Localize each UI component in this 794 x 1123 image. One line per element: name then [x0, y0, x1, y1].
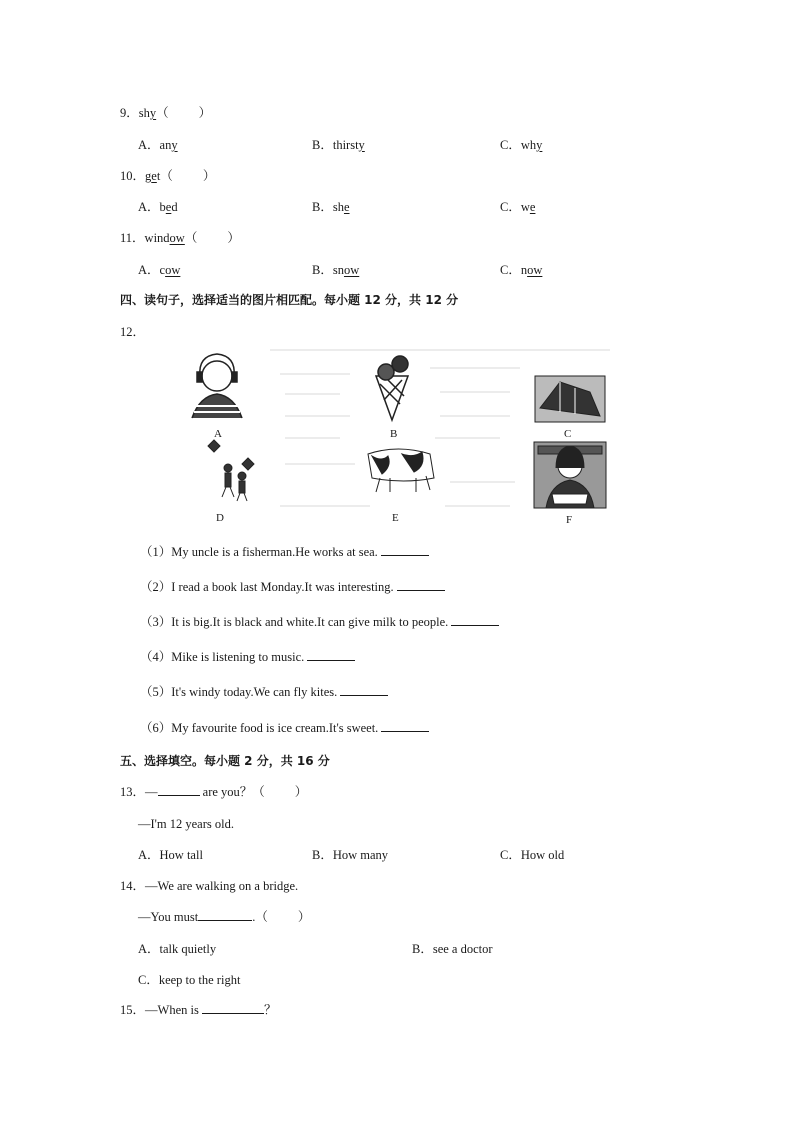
option-b: B．see a doctor: [412, 942, 493, 956]
section-heading: 五、选择填空。每小题 2 分，共 16 分: [120, 754, 330, 768]
answer-blank[interactable]: [202, 1002, 264, 1014]
picture-panel: [180, 346, 610, 528]
caption-e: E: [392, 512, 399, 524]
option-c: C．now: [500, 263, 543, 277]
option-a: A．bed: [138, 200, 178, 214]
question-14: 14．—We are walking on a bridge.: [120, 879, 299, 893]
answer-blank[interactable]: [397, 579, 445, 591]
dialogue-line: —You must .（ ）: [138, 910, 311, 924]
question-number: 12．: [120, 325, 146, 339]
match-item: （2）I read a book last Monday.It was interesting.: [140, 579, 445, 595]
caption-c: C: [564, 428, 572, 440]
match-item: （6）My favourite food is ice cream.It's sweet.: [140, 720, 429, 736]
answer-blank[interactable]: [158, 784, 200, 796]
option-a: A．any: [138, 138, 178, 152]
option-c: C．we: [500, 200, 536, 214]
question-10: 10．get（ ）: [120, 169, 216, 183]
answer-blank[interactable]: [340, 684, 388, 696]
match-item: （1）My uncle is a fisherman.He works at sea.: [140, 544, 429, 560]
picture-f-girl-reading: [534, 442, 606, 508]
question-number: 9．: [120, 106, 139, 120]
option-c: C．keep to the right: [138, 973, 241, 987]
caption-f: F: [566, 514, 573, 526]
option-c: C．How old: [500, 848, 565, 862]
option-b: B．she: [312, 200, 350, 214]
caption-a: A: [214, 428, 222, 440]
option-a: A．cow: [138, 263, 181, 277]
question-15: 15．—When is ？: [120, 1003, 277, 1017]
caption-d: D: [216, 512, 224, 524]
question-13: 13．— are you？（ ）: [120, 785, 308, 799]
picture-a-boy-headphones: [192, 354, 242, 418]
question-9: 9．shy（ ）: [120, 106, 212, 120]
match-item: （5）It's windy today.We can fly kites.: [140, 684, 388, 700]
picture-d-kites: [208, 440, 254, 501]
picture-c-fisherman: [535, 376, 605, 422]
answer-blank[interactable]: [381, 720, 429, 732]
caption-b: B: [390, 428, 398, 440]
option-c: C．why: [500, 138, 543, 152]
answer-blank[interactable]: [451, 614, 499, 626]
dialogue-line: —I'm 12 years old.: [138, 817, 234, 831]
match-item: （4）Mike is listening to music.: [140, 649, 355, 665]
match-item: （3）It is big.It is black and white.It can give milk to people.: [140, 614, 499, 630]
picture-e-cow: [368, 449, 434, 492]
question-11: 11．window（ ）: [120, 231, 240, 245]
option-b: B．snow: [312, 263, 360, 277]
picture-b-ice-cream: [376, 356, 408, 420]
answer-blank[interactable]: [381, 544, 429, 556]
answer-blank[interactable]: [307, 649, 355, 661]
answer-blank[interactable]: [198, 909, 252, 921]
section-heading: 四、读句子，选择适当的图片相匹配。每小题 12 分，共 12 分: [120, 293, 459, 307]
option-b: B．thirsty: [312, 138, 365, 152]
option-a: A．talk quietly: [138, 942, 217, 956]
option-a: A．How tall: [138, 848, 203, 862]
option-b: B．How many: [312, 848, 389, 862]
